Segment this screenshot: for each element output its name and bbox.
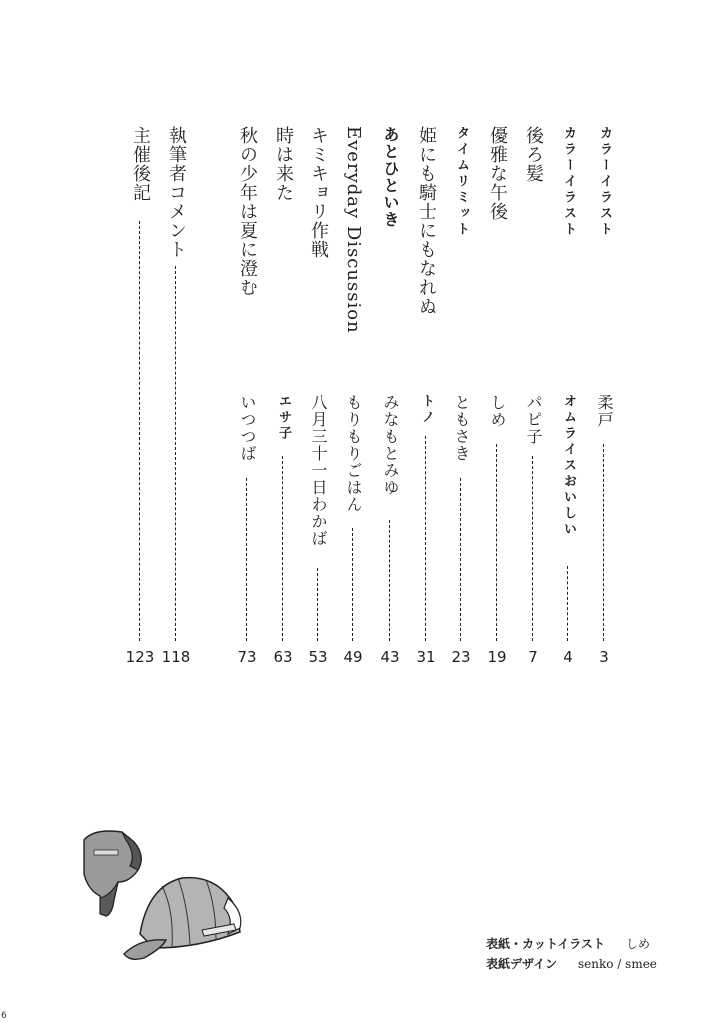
toc-entry [587, 126, 621, 641]
toc-title: 後ろ髪 [523, 126, 544, 183]
toc-entry [480, 126, 514, 641]
toc-entry [373, 126, 407, 641]
credit-role: 表紙・カットイラスト [486, 937, 605, 951]
toc-page-number: 63 [273, 648, 293, 666]
toc-page-number: 4 [563, 648, 573, 666]
credit-name: しめ [626, 937, 651, 951]
toc-author: しめ [488, 394, 507, 428]
toc-entry [409, 126, 443, 641]
credit-role: 表紙デザイン [486, 957, 558, 971]
credit-name: senko / smee [578, 957, 657, 971]
toc-leader [246, 478, 247, 641]
toc-title: カラーイラスト [597, 126, 612, 238]
toc-page-number: 123 [125, 648, 155, 666]
toc-title: 優雅な午後 [487, 126, 508, 221]
credit-row [486, 954, 657, 974]
toc-page-number: 19 [487, 648, 507, 666]
toc-title: 姫にも騎士にもなれぬ [416, 126, 437, 316]
toc-leader [496, 444, 497, 641]
toc-leader [603, 444, 604, 641]
toc-leader [139, 221, 140, 641]
toc-page-number: 23 [451, 648, 471, 666]
toc-page-number: 3 [599, 648, 609, 666]
toc-leader [175, 266, 176, 641]
toc-page-number: 118 [161, 648, 191, 666]
page-number: 6 [1, 1011, 7, 1021]
toc-entry [230, 126, 264, 641]
toc-entry [336, 126, 370, 641]
toc-author: 柔戸 [595, 394, 614, 428]
toc-author: ともさき [452, 394, 471, 462]
toc-page-number: 43 [380, 648, 400, 666]
toc-entry [123, 126, 157, 641]
baseball-cap-icon [124, 878, 241, 960]
toc-entry [266, 126, 300, 641]
toc-entry [551, 126, 585, 641]
toc-author: トノ [419, 394, 434, 426]
toc-author: いつつば [238, 394, 257, 462]
toc-author: もりもりごはん [344, 394, 363, 513]
toc-title: 時は来た [273, 126, 294, 202]
toc-author: みなもとみゆ [381, 394, 400, 496]
toc-author: オムライスおいしい [561, 394, 576, 538]
toc-author: 八月三十一日わかば [309, 394, 328, 547]
toc-entry [159, 126, 193, 641]
toc-author: パピ子 [524, 394, 543, 445]
toc-leader [317, 568, 318, 641]
toc-leader [460, 478, 461, 641]
toc-page-number: 31 [416, 648, 436, 666]
toc-leader [352, 528, 353, 641]
toc-title: 秋の少年は夏に澄む [237, 126, 258, 297]
toc-entry [444, 126, 478, 641]
toc-title: キミキョリ作戦 [308, 126, 329, 259]
credits [486, 934, 657, 974]
toc-title: タイムリミット [454, 126, 469, 238]
illustration [78, 826, 258, 966]
toc-leader [425, 436, 426, 641]
toc-leader [567, 566, 568, 641]
toc-page-number: 7 [528, 648, 538, 666]
toc-title: 主催後記 [130, 126, 151, 202]
toc-entry [516, 126, 550, 641]
toc-leader [532, 456, 533, 641]
toc-leader [389, 520, 390, 641]
toc-entry [301, 126, 335, 641]
toc-title: Everyday Discussion [343, 126, 364, 334]
toc-author: エサ子 [276, 394, 291, 442]
toc-page-number: 73 [237, 648, 257, 666]
credit-row [486, 934, 657, 954]
toc-title: 執筆者コメント [166, 126, 187, 259]
toc-title: あとひといき [381, 126, 400, 228]
toc-page-number: 49 [343, 648, 363, 666]
toc-page-number: 53 [308, 648, 328, 666]
toc-title: カラーイラスト [561, 126, 576, 238]
hair-dryer-icon [84, 831, 141, 916]
toc-leader [282, 456, 283, 641]
